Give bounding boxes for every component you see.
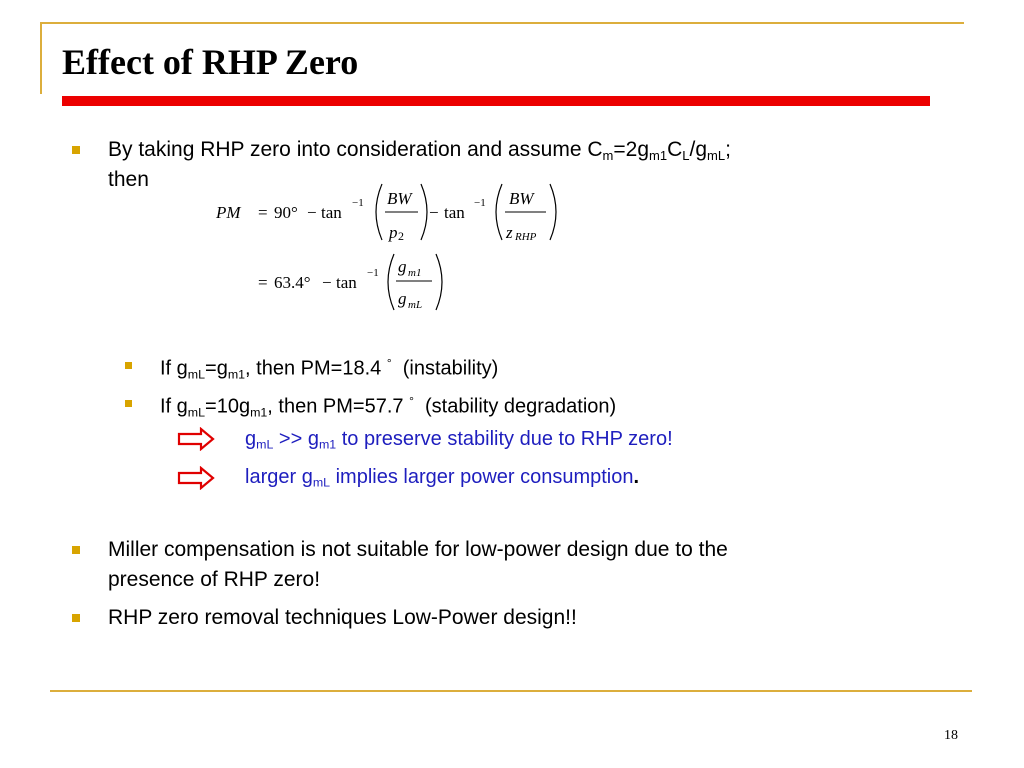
eq-z-sub: RHP [515, 231, 537, 243]
eq-tan-3: tan [336, 273, 357, 292]
eq-p-sub: 2 [398, 229, 404, 243]
eq-bw-1: BW [387, 189, 412, 208]
implication-1 [245, 424, 673, 454]
eq-m1-sub: m1 [408, 267, 422, 279]
eq-sign-2: = [258, 273, 268, 292]
sub-bullet-1-deg: ° [386, 356, 392, 370]
implication-1-b: >> g [273, 428, 319, 450]
bullet-1-sub-m: m [602, 147, 614, 163]
eq-minus-3: − [322, 273, 332, 292]
bullet-1-line-2: then [108, 168, 149, 191]
sub-bullet-2-s1: mL [187, 405, 206, 420]
bullet-1-part-a: By taking RHP zero into consideration and assume C [108, 138, 603, 161]
sub-bullet-2-s2: m1 [250, 405, 268, 420]
sub-bullet-1-s2: m1 [227, 367, 246, 382]
implication-1-c: to preserve stability due to RHP zero! [336, 428, 673, 450]
sub-bullet-marker [125, 362, 132, 369]
eq-z: z [506, 223, 513, 242]
frame-top-rule [40, 22, 964, 24]
implication-1-s1: mL [256, 437, 274, 452]
eq-g-num: g [398, 257, 407, 276]
bullet-1-sub-l: L [682, 147, 690, 163]
eq-minus-1: − [307, 203, 317, 222]
frame-left-rule [40, 22, 42, 94]
eq-tan-2: tan [444, 203, 465, 222]
page-number: 18 [944, 728, 958, 743]
bullet-marker [72, 146, 80, 154]
eq-bw-2: BW [509, 189, 534, 208]
eq-sign: = [258, 203, 268, 222]
sub-bullet-2-c: , then PM=57.7 [267, 395, 410, 418]
bullet-1-part-b: =2g [613, 138, 650, 161]
eq-inv-2: −1 [474, 197, 486, 209]
implies-arrow-icon [177, 427, 215, 451]
bullet-1-sub-ml: mL [707, 147, 726, 163]
eq-inv-3: −1 [367, 267, 379, 279]
sub-bullet-2 [160, 386, 616, 422]
bullet-1-text [108, 135, 731, 165]
implication-2-period: . [633, 466, 640, 488]
implication-1-s2: m1 [318, 437, 337, 452]
eq-634: 63.4° [274, 273, 311, 292]
bullet-1-part-e: ; [725, 138, 731, 161]
footer-rule [50, 690, 972, 692]
eq-90: 90° [274, 203, 298, 222]
sub-bullet-2-a: If g [160, 395, 188, 418]
sub-bullet-2-b: =10g [205, 395, 251, 418]
sub-bullet-2-deg: ° [409, 394, 414, 408]
eq-lhs: PM [216, 203, 241, 222]
bullet-marker [72, 546, 80, 554]
sub-bullet-2-d: (stability degradation) [413, 395, 617, 418]
eq-g-den: g [398, 289, 407, 308]
bullet-1-part-d: /g [689, 138, 708, 161]
sub-bullet-1 [160, 348, 498, 384]
phase-margin-equation [200, 176, 580, 316]
sub-bullet-1-c: , then PM=18.4 [245, 357, 387, 380]
eq-minus-2: − [429, 203, 439, 222]
bullet-marker [72, 614, 80, 622]
bullet-2-line-1: Miller compensation is not suitable for low-power design due to the [108, 538, 728, 561]
bullet-1-part-c: C [667, 138, 683, 161]
sub-bullet-marker [125, 400, 132, 407]
title-underline-bar [62, 96, 930, 106]
eq-tan-1: tan [321, 203, 342, 222]
eq-p: p [389, 223, 398, 242]
implication-2 [245, 462, 639, 492]
bullet-3-text: RHP zero removal techniques Low-Power design!! [108, 606, 577, 629]
sub-bullet-1-a: If g [160, 357, 188, 380]
bullet-1-sub-m1: m1 [649, 147, 668, 163]
implies-arrow-icon [177, 466, 215, 490]
sub-bullet-1-b: =g [205, 357, 228, 380]
sub-bullet-1-s1: mL [187, 367, 206, 382]
eq-ml-sub: mL [408, 299, 423, 311]
implication-2-b: implies larger power consumption [330, 466, 634, 488]
slide-title: Effect of RHP Zero [62, 42, 359, 82]
bullet-2-line-2: presence of RHP zero! [108, 568, 321, 591]
eq-inv-1: −1 [352, 197, 364, 209]
implication-2-s1: mL [312, 475, 331, 490]
implication-1-a: g [245, 428, 257, 450]
sub-bullet-1-d: (instability) [391, 357, 499, 380]
implication-2-a: larger g [245, 466, 313, 488]
